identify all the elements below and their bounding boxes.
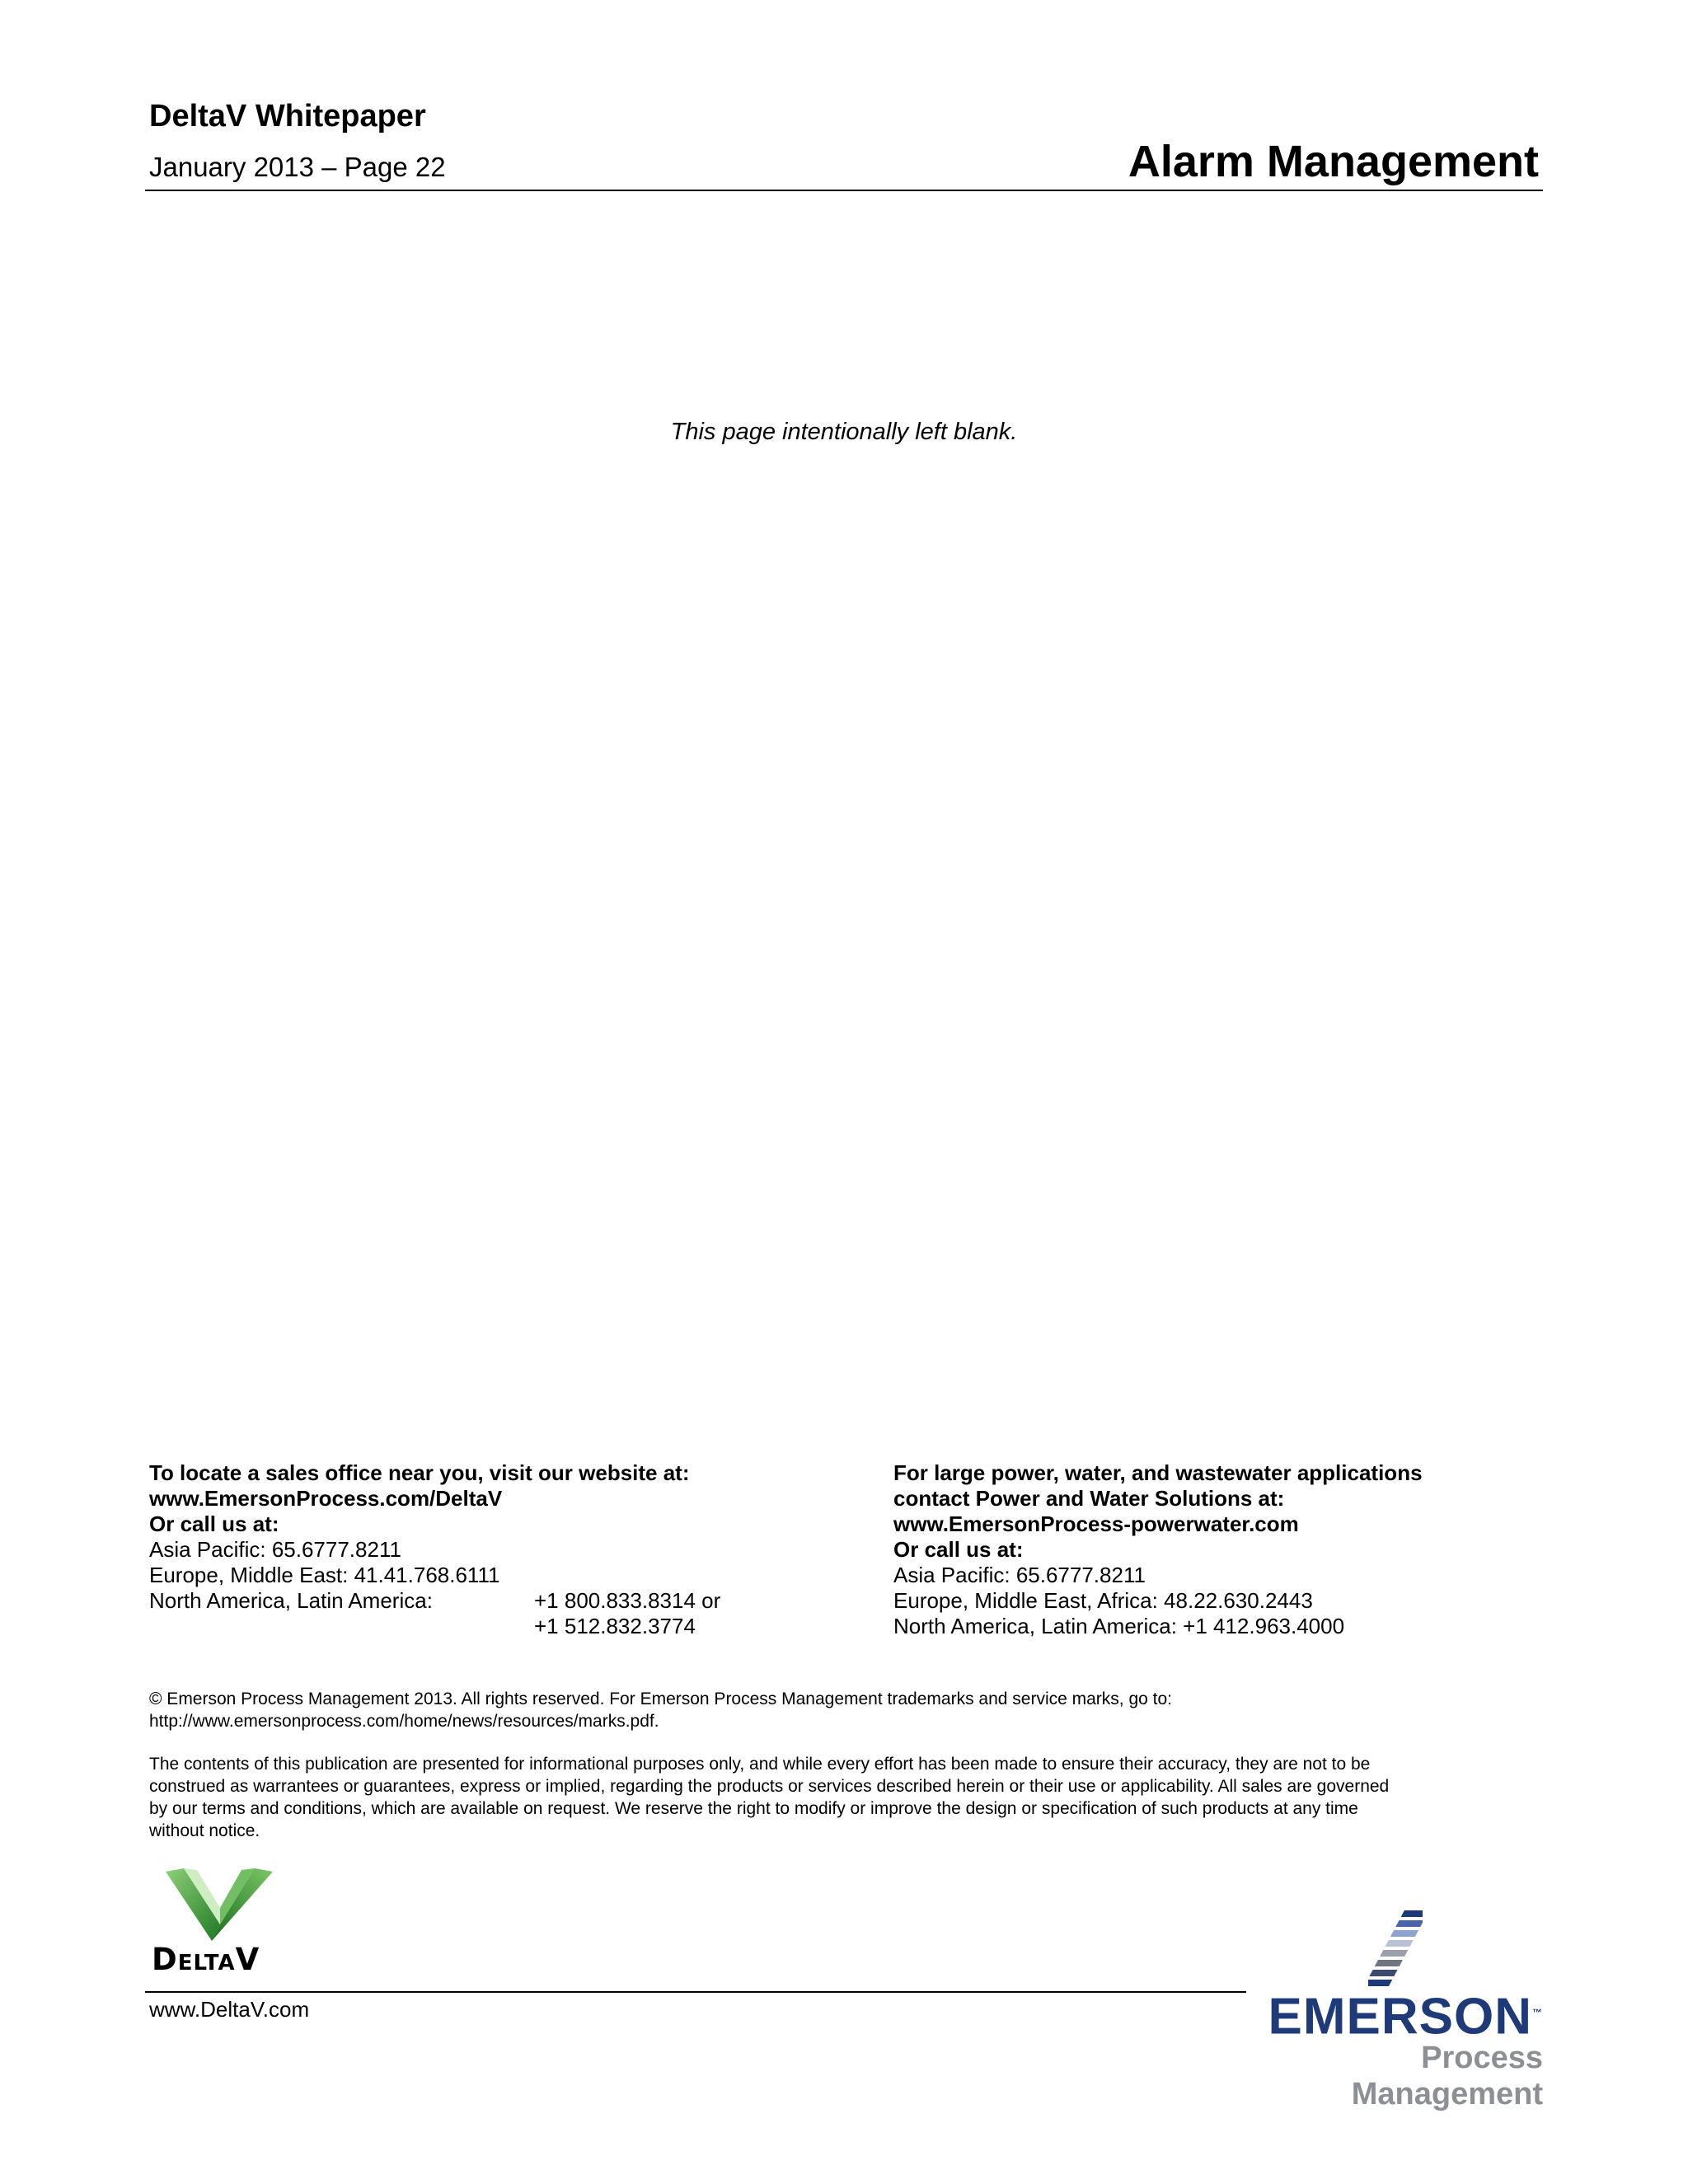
- deltav-wordmark: DeltaV: [152, 1942, 260, 1977]
- document-date-page: January 2013 – Page 22: [149, 152, 446, 182]
- footer-divider: [145, 1991, 1246, 1993]
- copyright-notice: [149, 1688, 1542, 1732]
- contact-right-na: North America, Latin America: +1 412.963.4000: [893, 1614, 1345, 1638]
- contact-right-block: [893, 1460, 1569, 1639]
- emerson-name: EMERSON: [1268, 1988, 1532, 2046]
- contact-left-europe: Europe, Middle East: 41.41.768.6111: [149, 1563, 500, 1587]
- header-divider: [145, 190, 1543, 191]
- contact-right-subheading: contact Power and Water Solutions at:: [893, 1486, 1285, 1511]
- contact-right-call-label: Or call us at:: [893, 1537, 1024, 1562]
- contact-right-website[interactable]: www.EmersonProcess-powerwater.com: [893, 1511, 1299, 1536]
- contact-left-na-row: [149, 1588, 891, 1614]
- contact-left-call-label: Or call us at:: [149, 1511, 279, 1536]
- trademarks-link[interactable]: http://www.emersonprocess.com/home/news/resources/marks.pdf.: [149, 1712, 659, 1731]
- document-subject: Alarm Management: [1128, 137, 1539, 186]
- disclaimer-line: without notice.: [149, 1821, 260, 1840]
- contact-left-na-number-1: +1 800.833.8314 or: [534, 1588, 721, 1613]
- contact-left-na-number-2: +1 512.832.3774: [534, 1614, 696, 1638]
- contact-left-na-label: North America, Latin America:: [149, 1588, 433, 1613]
- contact-left-heading: To locate a sales office near you, visit our website at:: [149, 1460, 690, 1485]
- contact-left-block: [149, 1460, 891, 1639]
- contact-right-europe: Europe, Middle East, Africa: 48.22.630.2443: [893, 1588, 1313, 1613]
- contact-left-asia: Asia Pacific: 65.6777.8211: [149, 1537, 401, 1562]
- disclaimer-line: by our terms and conditions, which are available on request. We reserve the right to modify or improve the design or specification of such products at any time: [149, 1799, 1358, 1818]
- emerson-blades-icon: [1368, 1907, 1423, 1993]
- disclaimer-line: construed as warrantees or guarantees, express or implied, regarding the products or services described herein or their use or applicability. All sales are governed: [149, 1777, 1390, 1796]
- emerson-wordmark: [1253, 1985, 1543, 2046]
- blank-page-note: This page intentionally left blank.: [670, 419, 1018, 445]
- document-title: DeltaV Whitepaper: [149, 99, 426, 134]
- contact-right-asia: Asia Pacific: 65.6777.8211: [893, 1563, 1146, 1587]
- disclaimer-line: The contents of this publication are presented for informational purposes only, and while every effort has been made to ensure their accuracy, they are not to be: [149, 1755, 1371, 1774]
- copyright-line: © Emerson Process Management 2013. All rights reserved. For Emerson Process Management trademarks and service marks, go to:: [149, 1690, 1172, 1708]
- disclaimer: [149, 1753, 1542, 1842]
- emerson-tagline: Process Management: [1351, 2041, 1543, 2111]
- deltav-url-link[interactable]: www.DeltaV.com: [149, 1997, 310, 2022]
- contact-right-heading: For large power, water, and wastewater applications: [893, 1460, 1423, 1485]
- trademark-symbol: ™: [1532, 2007, 1543, 2018]
- contact-left-website[interactable]: www.EmersonProcess.com/DeltaV: [149, 1486, 503, 1511]
- contact-left-na-row-2: [149, 1614, 891, 1639]
